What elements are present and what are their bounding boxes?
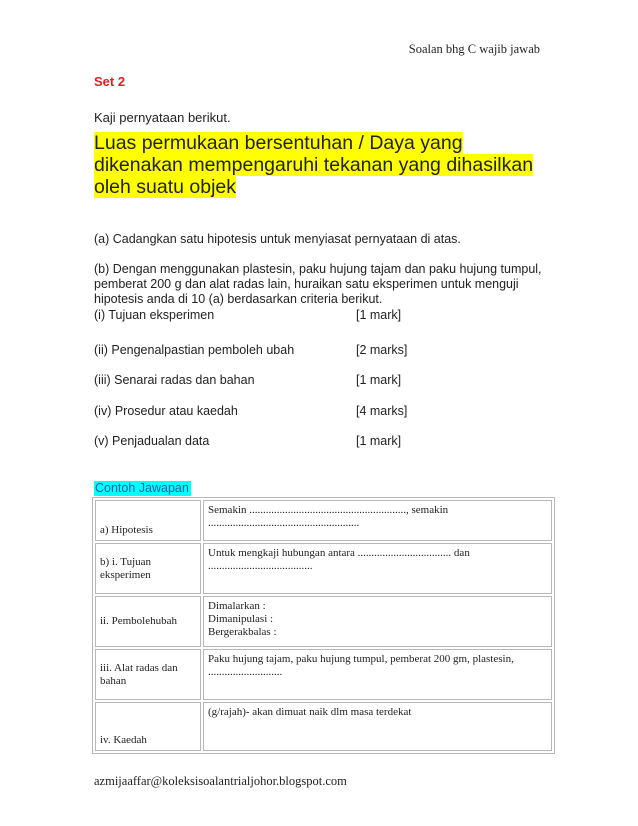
requirement-label: (iii) Senarai radas dan bahan xyxy=(94,373,255,387)
answer-label: a) Hipotesis xyxy=(95,500,201,541)
requirement-marks: [1 mark] xyxy=(356,308,402,322)
requirement-item xyxy=(94,343,524,357)
answer-label: b) i. Tujuan eksperimen xyxy=(95,543,201,594)
requirement-item xyxy=(94,308,524,322)
requirement-label: (iv) Prosedur atau kaedah xyxy=(94,404,238,418)
answer-line: Bergerakbalas : xyxy=(208,626,277,638)
table-row xyxy=(95,702,552,751)
answer-content: (g/rajah)- akan dimuat naik dlm masa terdekat xyxy=(203,702,552,751)
question-a: (a) Cadangkan satu hipotesis untuk menyiasat pernyataan di atas. xyxy=(94,232,461,246)
footer-email: azmijaaffar@koleksisoalantrialjohor.blogspot.com xyxy=(94,774,347,788)
table-row xyxy=(95,500,552,541)
answer-content xyxy=(203,596,552,647)
header-note: Soalan bhg C wajib jawab xyxy=(408,42,540,56)
answer-label: ii. Pembolehubah xyxy=(95,596,201,647)
table-row xyxy=(95,649,552,700)
sample-answer-heading: Contoh Jawapan xyxy=(95,481,189,495)
requirement-marks: [4 marks] xyxy=(356,404,408,418)
requirement-item xyxy=(94,373,524,387)
requirement-label: (i) Tujuan eksperimen xyxy=(94,308,215,322)
answer-label: iv. Kaedah xyxy=(95,702,201,751)
answer-label: iii. Alat radas dan bahan xyxy=(95,649,201,700)
requirement-marks: [1 mark] xyxy=(356,434,402,448)
requirement-item xyxy=(94,434,524,448)
answer-table xyxy=(92,497,555,754)
set-title: Set 2 xyxy=(94,74,126,89)
answer-line: Dimalarkan : xyxy=(208,600,266,612)
requirement-label: (ii) Pengenalpastian pemboleh ubah xyxy=(94,343,295,357)
answer-content: Untuk mengkaji hubungan antara .................................. dan ...................................... xyxy=(203,543,552,594)
requirement-marks: [2 marks] xyxy=(356,343,408,357)
answer-content: Paku hujung tajam, paku hujung tumpul, pemberat 200 gm, plastesin, ........................... xyxy=(203,649,552,700)
highlighted-statement xyxy=(94,132,554,198)
requirement-label: (v) Penjadualan data xyxy=(94,434,210,448)
requirement-item xyxy=(94,404,524,418)
intro-text: Kaji pernyataan berikut. xyxy=(94,110,231,125)
statement-text: Luas permukaan bersentuhan / Daya yang dikenakan mempengaruhi tekanan yang dihasilkan oleh suatu objek xyxy=(94,132,534,198)
answer-content: Semakin ........................................................., semakin ....................................................... xyxy=(203,500,552,541)
question-b: (b) Dengan menggunakan plastesin, paku hujung tajam dan paku hujung tumpul, pemberat 200 g dan alat radas lain, huraikan satu eksperimen untuk menguji hipotesis anda di 10 (a) berdasarkan criteria berikut. xyxy=(94,262,542,306)
table-row xyxy=(95,596,552,647)
table-row xyxy=(95,543,552,594)
answer-line: Dimanipulasi : xyxy=(208,613,274,625)
requirement-marks: [1 mark] xyxy=(356,373,402,387)
